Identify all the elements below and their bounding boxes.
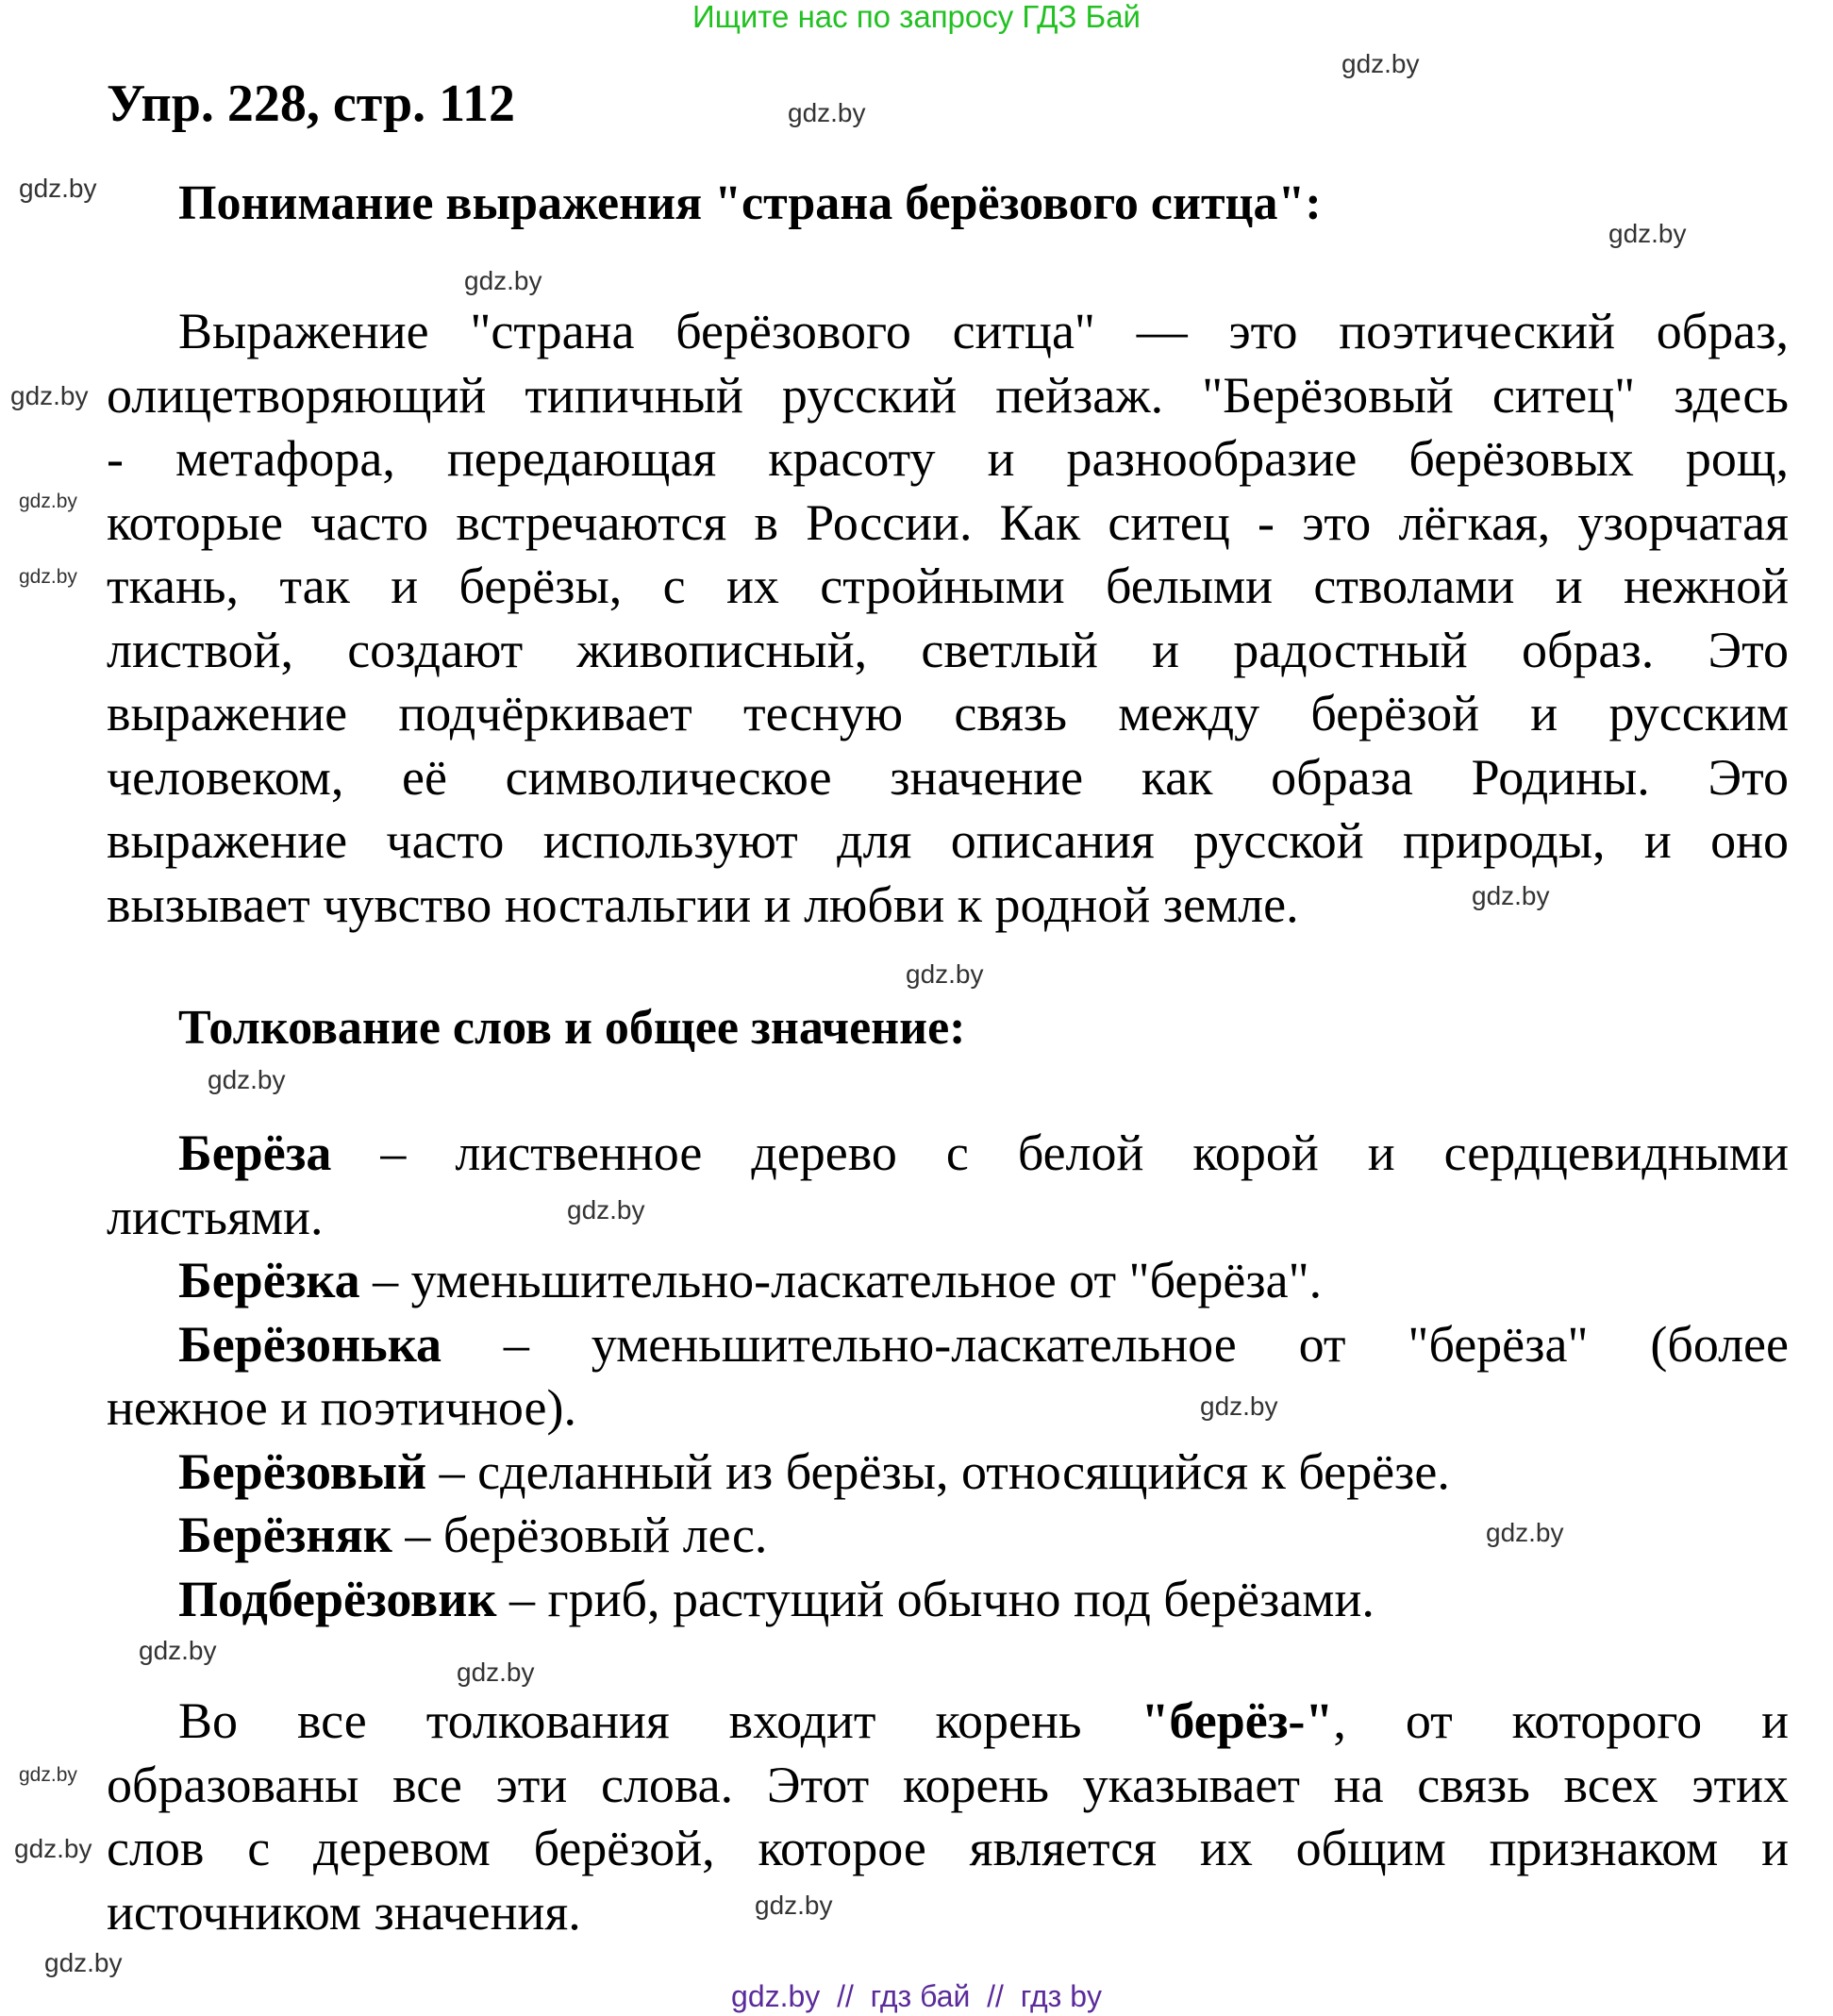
watermark: gdz.by [19, 1764, 77, 1786]
watermark: gdz.by [44, 1948, 123, 1977]
paragraph-line [107, 1690, 1789, 1754]
watermark: gdz.by [1341, 49, 1420, 78]
watermark: gdz.by [1200, 1391, 1278, 1421]
section-heading-meaning: Понимание выражения "страна берёзового ситца": [178, 176, 1322, 230]
root-highlight: "берёз-" [1141, 1692, 1334, 1749]
watermark: gdz.by [19, 491, 77, 512]
definition-item [107, 1313, 1789, 1377]
definition-item [107, 1441, 1789, 1505]
meaning-paragraph [107, 300, 1789, 937]
paragraph-line: которые часто встречаются в России. Как ситец - это лёгкая, узорчатая [107, 493, 1789, 551]
definition-term: Берёзняк [178, 1507, 392, 1563]
definition-term: Берёзовый [178, 1442, 427, 1500]
paragraph-line: выражение часто используют для описания русской природы, и оно [107, 812, 1789, 869]
watermark: gdz.by [464, 266, 542, 295]
definition-text: – берёзовый лес. [392, 1507, 768, 1563]
watermark: gdz.by [14, 1834, 92, 1863]
definition-item [107, 1249, 1789, 1313]
definition-term: Берёзка [178, 1252, 360, 1308]
definition-text: – гриб, растущий обычно под берёзами. [496, 1570, 1375, 1627]
watermark: gdz.by [19, 174, 97, 203]
watermark: gdz.by [139, 1636, 217, 1665]
page-title: Упр. 228, стр. 112 [107, 75, 516, 133]
paragraph-line: вызывает чувство ностальгии и любви к родной земле. [107, 875, 1299, 933]
paragraph-line: образованы все эти слова. Этот корень указывает на связь всех этих [107, 1756, 1789, 1813]
watermark: gdz.by [788, 98, 866, 127]
watermark: gdz.by [457, 1658, 535, 1687]
watermark: gdz.by [906, 959, 984, 989]
paragraph-line: человеком, её символическое значение как образа Родины. Это [107, 748, 1789, 806]
paragraph-line: - метафора, передающая красоту и разнообразие берёзовых рощ, [107, 430, 1789, 487]
footer-links: gdz.by // гдз бай // гдз by [731, 1979, 1102, 2013]
paragraph-line: ткань, так и берёзы, с их стройными белыми стволами и нежной [107, 558, 1789, 614]
definition-text: – лиственное дерево с белой корой и сердцевидными [331, 1125, 1789, 1181]
root-text-a: Во все толкования входит корень [178, 1692, 1141, 1749]
watermark: gdz.by [755, 1891, 833, 1920]
definition-term: Берёза [178, 1125, 332, 1181]
definition-item [107, 1122, 1789, 1186]
watermark: gdz.by [1472, 881, 1550, 910]
definition-text: – уменьшительно-ласкательное от "берёза" (более [442, 1315, 1789, 1373]
definition-item [107, 1568, 1789, 1632]
watermark: gdz.by [567, 1195, 645, 1225]
section-heading-definitions: Толкование слов и общее значение: [178, 1001, 966, 1055]
search-banner: Ищите нас по запросу ГДЗ Бай [692, 0, 1141, 34]
definitions-list [107, 1122, 1789, 1631]
definition-text: – сделанный из берёзы, относящийся к берёзе. [426, 1442, 1450, 1500]
watermark: gdz.by [1608, 219, 1687, 248]
watermark: gdz.by [1486, 1518, 1564, 1547]
root-paragraph [107, 1690, 1789, 1944]
root-text-b: , от которого и [1333, 1692, 1789, 1749]
definition-term: Подберёзовик [178, 1570, 497, 1627]
watermark: gdz.by [10, 381, 89, 410]
definition-continuation: листьями. [107, 1188, 324, 1245]
watermark: gdz.by [19, 566, 77, 588]
definition-text: – уменьшительно-ласкательное от "берёза". [359, 1252, 1323, 1308]
paragraph-line: выражение подчёркивает тесную связь между берёзой и русским [107, 685, 1789, 741]
paragraph-line: листвой, создают живописный, светлый и радостный образ. Это [107, 621, 1789, 678]
paragraph-line: Выражение "страна берёзового ситца" — это поэтический образ, [178, 303, 1789, 359]
definition-term: Берёзонька [178, 1315, 442, 1373]
paragraph-line: олицетворяющий типичный русский пейзаж. "Берёзовый ситец" здесь [107, 366, 1789, 424]
definition-continuation: нежное и поэтичное). [107, 1379, 576, 1436]
watermark: gdz.by [208, 1065, 286, 1094]
paragraph-line: источником значения. [107, 1883, 581, 1941]
paragraph-line: слов с деревом берёзой, которое является их общим признаком и [107, 1820, 1789, 1876]
